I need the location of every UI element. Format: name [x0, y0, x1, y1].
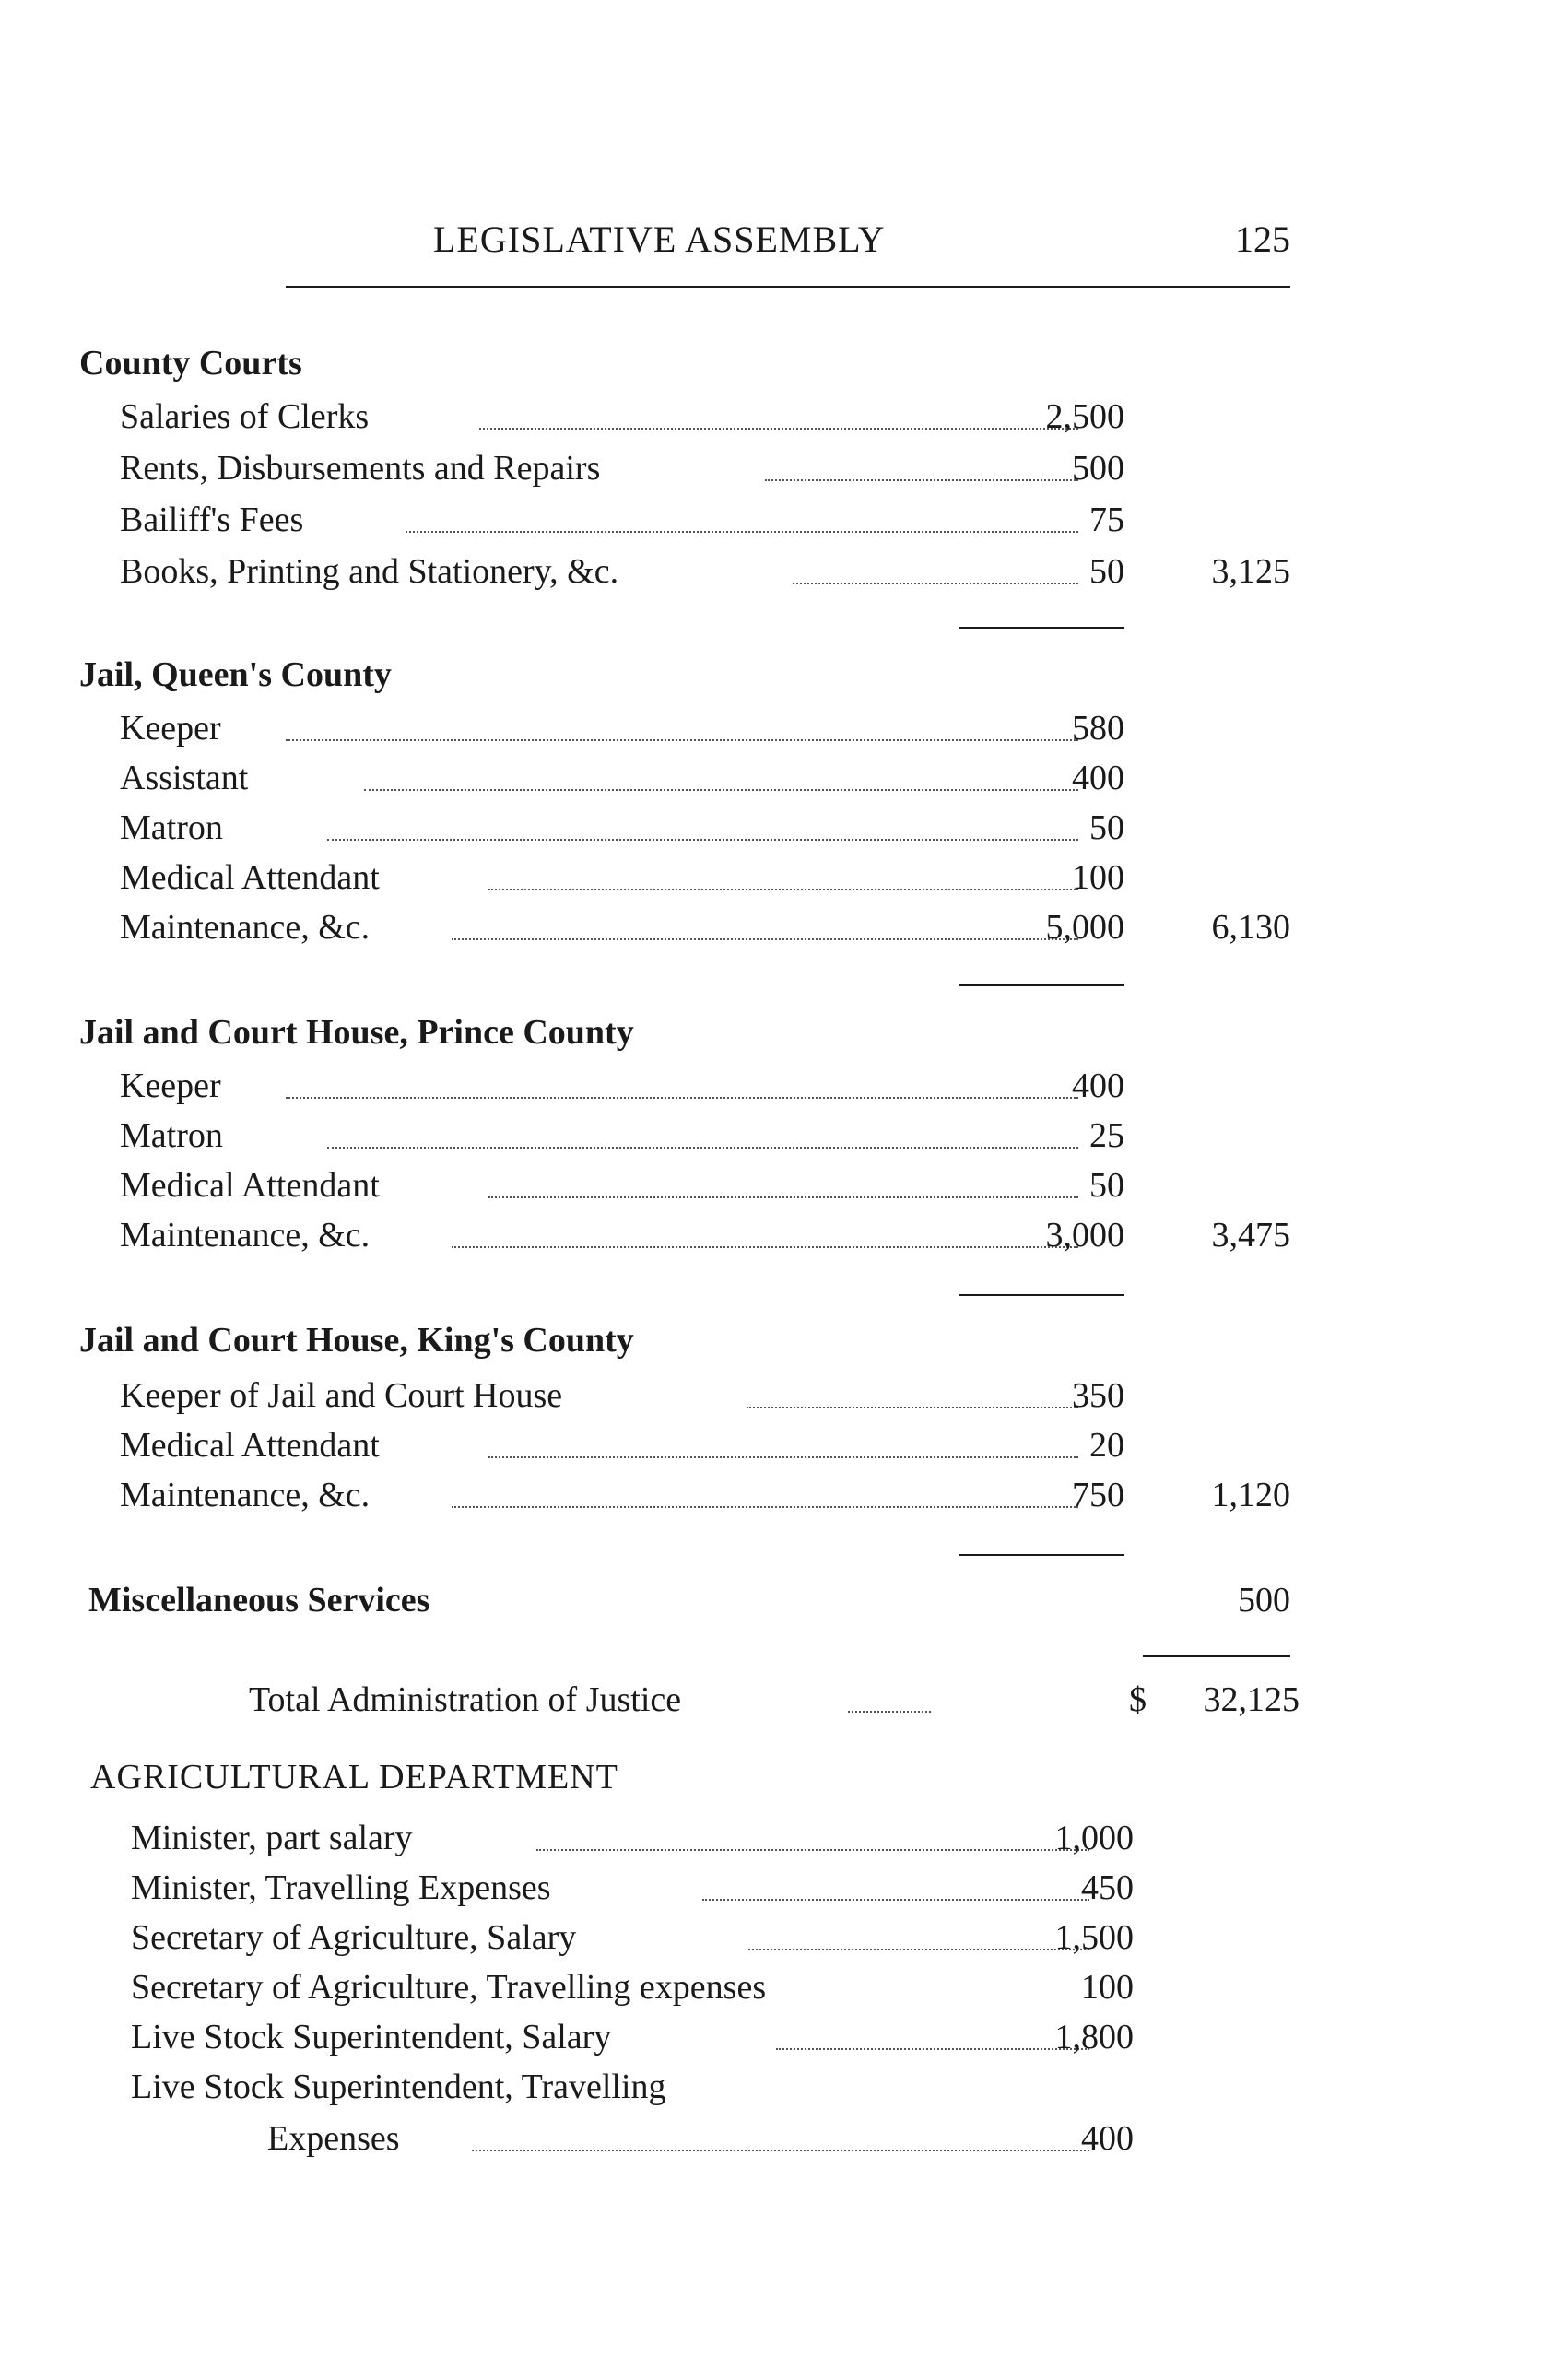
misc-amount: 500	[1238, 1581, 1290, 1620]
item-amount: 400	[1081, 2119, 1134, 2158]
subtotal-rule	[959, 627, 1124, 629]
dot-leader	[286, 739, 1078, 741]
row-label: Bailiff's Fees	[120, 500, 311, 540]
item-amount: 3,000	[1045, 1216, 1124, 1255]
ledger-row	[131, 1967, 1311, 2013]
row-label: Keeper of Jail and Court House	[120, 1375, 570, 1416]
row-label: Minister, Travelling Expenses	[131, 1867, 559, 1908]
row-label: Secretary of Agriculture, Salary	[131, 1917, 583, 1958]
row-label: Maintenance, &c.	[120, 1215, 377, 1255]
item-amount: 50	[1089, 552, 1124, 591]
item-amount: 350	[1072, 1376, 1124, 1415]
section-heading-agricultural: AGRICULTURAL DEPARTMENT	[90, 1758, 618, 1797]
ledger-row	[131, 1818, 1311, 1864]
subtotal-rule	[959, 984, 1124, 986]
item-amount: 580	[1072, 709, 1124, 748]
row-label: Secretary of Agriculture, Travelling expenses	[131, 1967, 773, 2008]
row-label: Salaries of Clerks	[120, 396, 376, 437]
dot-leader	[848, 1711, 931, 1713]
item-amount: 50	[1089, 1166, 1124, 1205]
item-amount: 1,000	[1054, 1819, 1134, 1857]
row-label: Matron	[120, 1115, 230, 1156]
item-amount: 20	[1089, 1426, 1124, 1465]
section-heading-kings-county-jail: Jail and Court House, King's County	[79, 1321, 634, 1360]
subtotal-rule	[959, 1294, 1124, 1296]
dot-leader	[327, 839, 1078, 841]
header-rule	[286, 286, 1290, 288]
item-amount: 750	[1072, 1476, 1124, 1514]
row-label: Rents, Disbursements and Repairs	[120, 448, 607, 489]
section-subtotal: 1,120	[1211, 1476, 1290, 1514]
section-heading-queens-county-jail: Jail, Queen's County	[79, 655, 392, 694]
section-heading-prince-county-jail: Jail and Court House, Prince County	[79, 1013, 634, 1052]
grand-total-row	[249, 1679, 1300, 1726]
ledger-row	[131, 2067, 1311, 2113]
ledger-row	[131, 1867, 1311, 1914]
row-label: Keeper	[120, 708, 229, 748]
running-head	[286, 218, 1290, 269]
row-label: Live Stock Superintendent, Travelling	[131, 2067, 674, 2107]
section-heading-county-courts: County Courts	[79, 344, 302, 383]
item-amount: 5,000	[1045, 908, 1124, 947]
item-amount: 2,500	[1045, 397, 1124, 436]
item-amount: 1,500	[1054, 1918, 1134, 1957]
page-number: 125	[1235, 218, 1290, 260]
total-label: Total Administration of Justice	[249, 1680, 682, 1719]
row-label: Matron	[120, 807, 230, 848]
item-amount: 50	[1089, 808, 1124, 847]
row-label: Live Stock Superintendent, Salary	[131, 2017, 618, 2057]
section-subtotal: 3,125	[1211, 552, 1290, 591]
row-label: Books, Printing and Stationery, &c.	[120, 551, 626, 592]
row-label: Maintenance, &c.	[120, 907, 377, 948]
section-subtotal: 6,130	[1211, 908, 1290, 947]
item-amount: 100	[1072, 858, 1124, 897]
item-amount: 450	[1081, 1868, 1134, 1907]
section-subtotal: 3,475	[1211, 1216, 1290, 1255]
total-rule	[1143, 1655, 1290, 1657]
row-label: Medical Attendant	[120, 857, 387, 898]
dot-leader	[327, 1147, 1078, 1149]
dot-leader	[286, 1097, 1078, 1099]
item-amount: 75	[1089, 501, 1124, 539]
item-amount: 400	[1072, 1066, 1124, 1105]
item-amount: 25	[1089, 1116, 1124, 1155]
grand-total-amount: 32,125	[1203, 1680, 1300, 1719]
row-label: Keeper	[120, 1066, 229, 1106]
section-heading-miscellaneous: Miscellaneous Services	[88, 1581, 430, 1620]
ledger-row	[131, 1917, 1311, 1963]
item-amount: 100	[1081, 1968, 1134, 2007]
item-amount: 400	[1072, 759, 1124, 797]
ledger-row	[131, 2017, 1311, 2063]
ledger-row	[131, 2118, 1311, 2164]
currency-symbol: $	[1129, 1680, 1147, 1719]
row-label: Medical Attendant	[120, 1425, 387, 1466]
item-amount: 500	[1072, 449, 1124, 488]
row-label: Minister, part salary	[131, 1818, 420, 1858]
row-label: Medical Attendant	[120, 1165, 387, 1206]
subtotal-rule	[959, 1554, 1124, 1556]
row-label: Assistant	[120, 758, 255, 798]
row-label: Maintenance, &c.	[120, 1475, 377, 1515]
running-title: LEGISLATIVE ASSEMBLY	[433, 218, 886, 260]
row-label: Expenses	[267, 2118, 407, 2159]
item-amount: 1,800	[1054, 2018, 1134, 2056]
